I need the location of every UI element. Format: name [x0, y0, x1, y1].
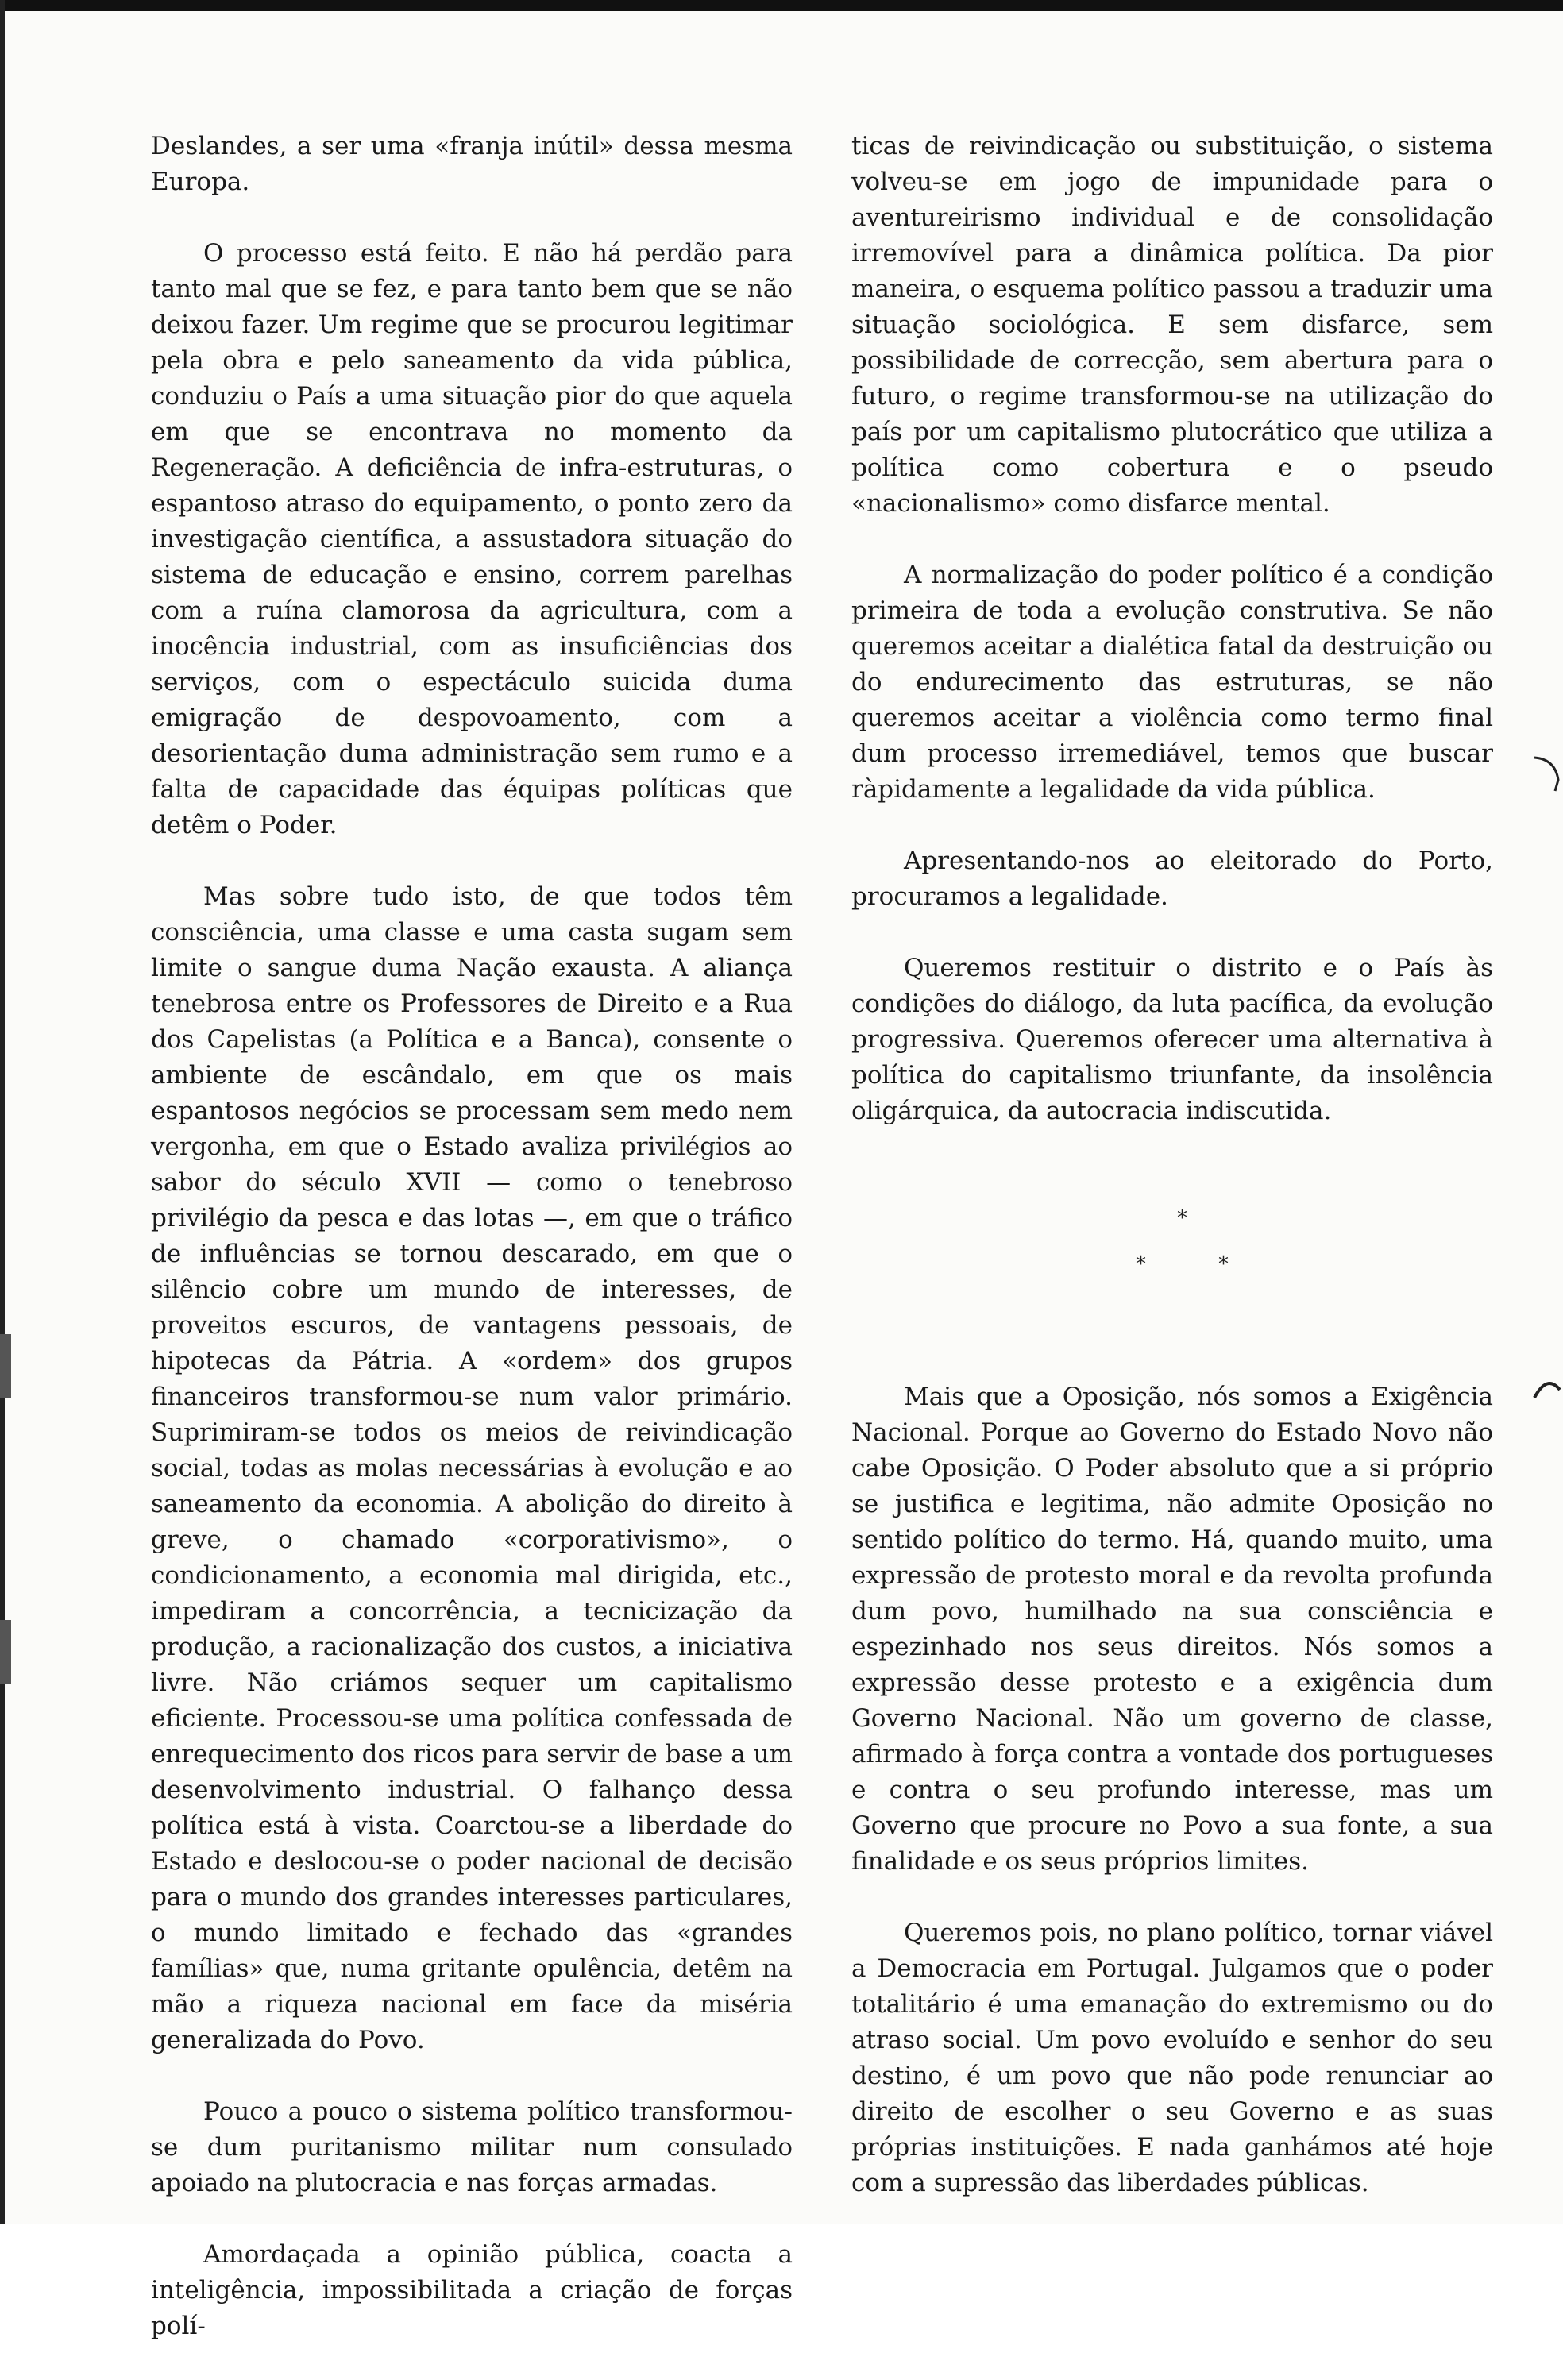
binding-mark: [0, 1334, 11, 1398]
paragraph: Queremos restituir o distrito e o País às condições do diálogo, da luta pacífica, da evolução progressiva. Queremos oferecer uma alternativa à política do capitalismo triunfante, da insolência oligárquica, da autocracia indiscutida.: [851, 954, 1493, 1125]
asterisk: *: [1218, 1252, 1229, 1276]
paragraph: Deslandes, a ser uma «franja inútil» dessa mesma Europa.: [151, 132, 793, 196]
paragraph: O processo está feito. E não há perdão para tanto mal que se fez, e para tanto bem que se não deixou fazer. Um regime que se procurou legitimar pela obra e pelo saneamento da vida pública, conduziu o País a uma situação pior do que aquela em que se encontrava no momento da Regeneração. A deficiência de infra-estruturas, o espantoso atraso do equipamento, o ponto zero da investigação científica, a assustadora situação do sistema de educação e ensino, correm parelhas com a ruína clamorosa da agricultura, com a inocência industrial, com as insuficiências dos serviços, com o espectáculo suicida duma emigração de despovoamento, com a desorientação duma administração sem rumo e a falta de capacidade das équipas políticas que detêm o Poder.: [151, 239, 793, 839]
asterisk: *: [1136, 1252, 1146, 1276]
paragraph: Apresentando-nos ao eleitorado do Porto, procuramos a legalidade.: [851, 847, 1493, 911]
right-column: [851, 129, 1493, 2237]
left-border: [0, 0, 5, 2224]
paragraph: Mas sobre tudo isto, de que todos têm consciência, uma classe e uma casta sugam sem limite o sangue duma Nação exausta. A aliança tenebrosa entre os Professores de Direito e a Rua dos Capelistas (a Política e a Banca), consente o ambiente de escândalo, em que os mais espantosos negócios se processam sem medo nem vergonha, em que o Estado avaliza privilégios ao sabor do século XVII — como o tenebroso privilégio da pesca e das lotas —, em que o tráfico de influências se tornou descarado, em que o silêncio cobre um mundo de interesses, de proveitos escuros, de vantagens pessoais, de hipotecas da Pátria. A «ordem» dos grupos financeiros transformou-se num valor primário. Suprimiram-se todos os meios de reivindicação social, todas as molas necessárias à evolução e ao saneamento da economia. A abolição do direito à greve, o chamado «corporativismo», o condicionamento, a economia mal dirigida, etc., impediram a concorrência, a tecnicização da produção, a racionalização dos custos, a iniciativa livre. Não criámos sequer um capitalismo eficiente. Processou-se uma política confessada de enrequecimento dos ricos para servir de base a um desenvolvimento industrial. O falhanço dessa política está à vista. Coarctou-se a liberdade do Estado e deslocou-se o poder nacional de decisão para o mundo dos grandes interesses particulares, o mundo limitado e fechado das «grandes famílias» que, numa gritante opulência, detêm na mão a riqueza nacional em face da miséria generalizada do Povo.: [151, 882, 793, 2054]
binding-mark: [0, 1620, 11, 1684]
paragraph: Pouco a pouco o sistema político transformou-se dum puritanismo militar num consulado apoiado na plutocracia e nas forças armadas.: [151, 2097, 793, 2197]
paragraph: Mais que a Oposição, nós somos a Exigência Nacional. Porque ao Governo do Estado Novo não cabe Oposição. O Poder absoluto que a si próprio se justifica e legitima, não admite Oposição no sentido político do termo. Há, quando muito, uma expressão de protesto moral e da revolta profunda dum povo, humilhado na sua consciência e espezinhado nos seus direitos. Nós somos a expressão desse protesto e a exigência dum Governo Nacional. Não um governo de classe, afirmado à força contra a vontade dos portugueses e contra o seu profundo interesse, mas um Governo que procure no Povo a sua fonte, a sua finalidade e os seus próprios limites.: [851, 1383, 1493, 1876]
margin-mark: [1531, 1366, 1563, 1414]
paragraph: Queremos pois, no plano político, tornar viável a Democracia em Portugal. Julgamos que o poder totalitário é uma emanação do extremismo ou do atraso social. Um povo evoluído e senhor do seu destino, é um povo que não pode renunciar ao direito de escolher o seu Governo e as suas próprias instituições. E nada ganhámos até hoje com a supressão das liberdades públicas.: [851, 1919, 1493, 2197]
left-column: [151, 129, 793, 2380]
top-border: [0, 0, 1563, 11]
asterisk: *: [1177, 1206, 1187, 1230]
paragraph: ticas de reivindicação ou substituição, o sistema volveu-se em jogo de impunidade para o aventureirismo individual e de consolidação irremovível para a dinâmica política. Da pior maneira, o esquema político passou a traduzir uma situação sociológica. E sem disfarce, sem possibilidade de correcção, sem abertura para o futuro, o regime transformou-se na utilização do país por um capitalismo plutocrático que utiliza a política como cobertura e o pseudo «nacionalismo» como disfarce mental.: [851, 132, 1493, 518]
paragraph: A normalização do poder político é a condição primeira de toda a evolução construtiva. Se não queremos aceitar a dialética fatal da destruição ou do endurecimento das estruturas, se não queremos aceitar a violência como termo final dum processo irremediável, temos que buscar ràpidamente a legalidade da vida pública.: [851, 561, 1493, 804]
section-separator: [851, 1177, 1493, 1344]
paragraph: Amordaçada a opinião pública, coacta a inteligência, impossibilitada a criação de forças polí-: [151, 2240, 793, 2340]
margin-mark: [1531, 751, 1563, 799]
